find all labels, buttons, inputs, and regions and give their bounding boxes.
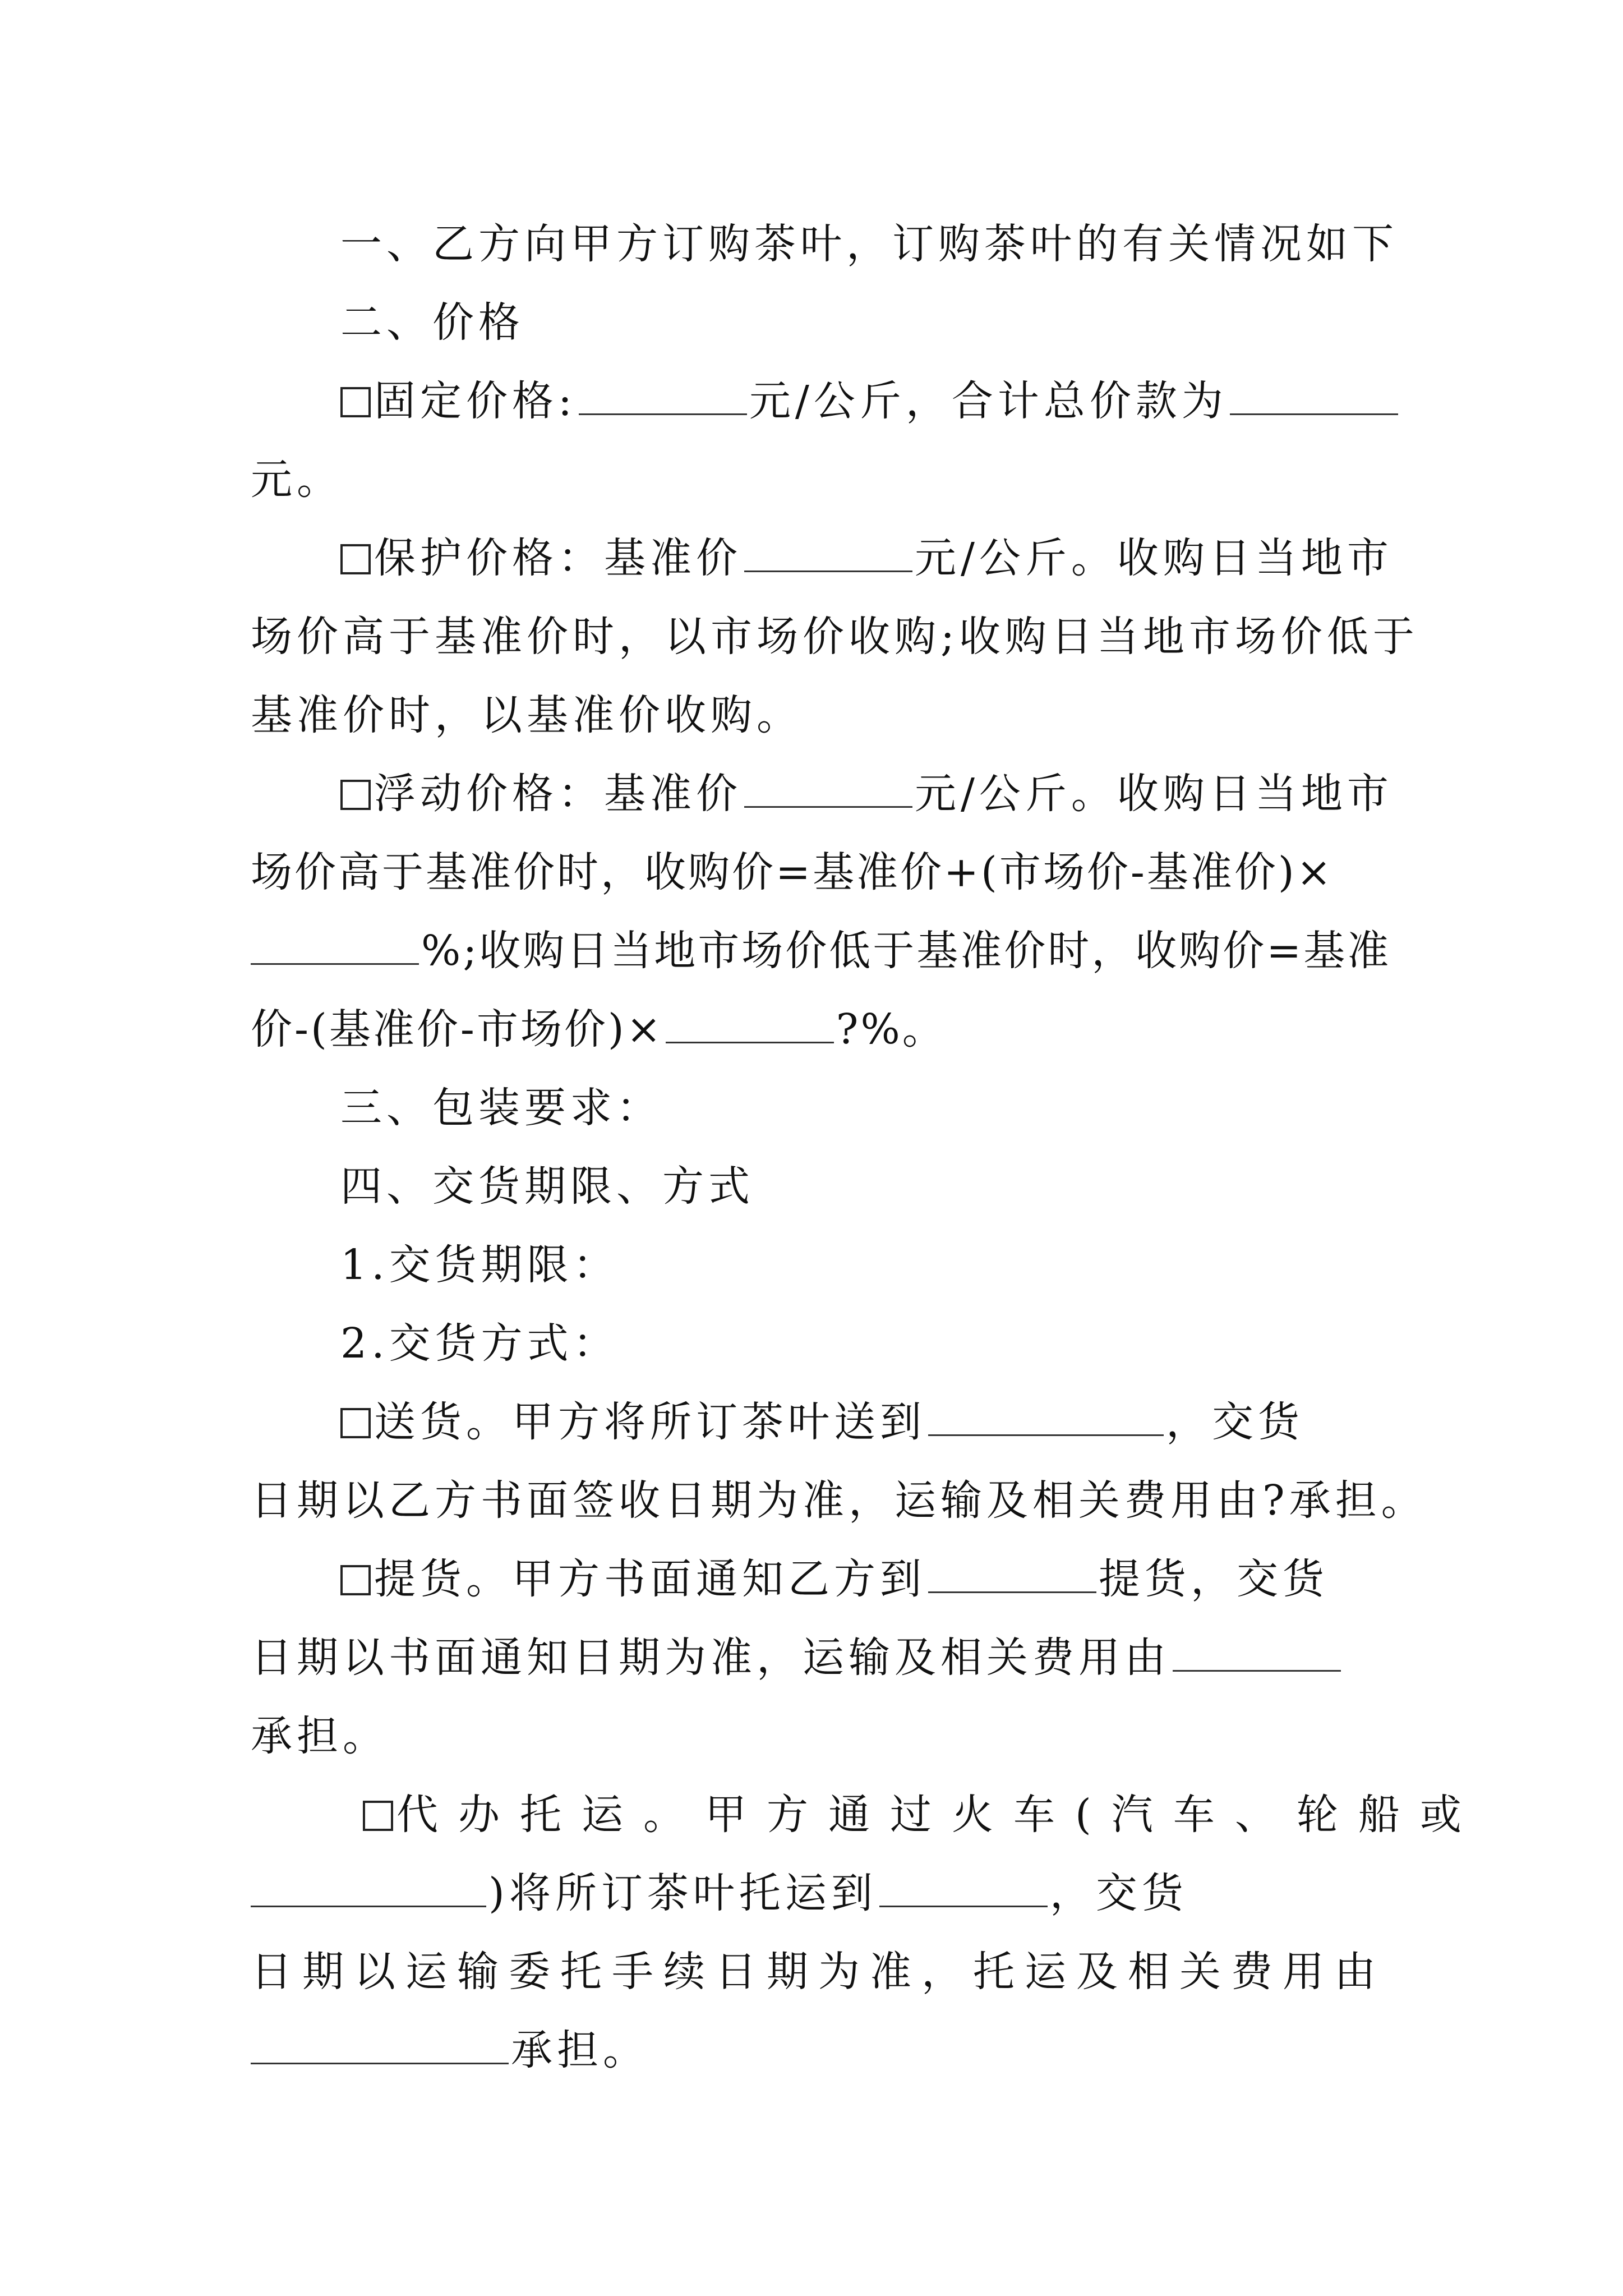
fixed-price-checkbox[interactable] <box>340 387 371 417</box>
send-goods-line-2 <box>251 1473 1427 1529</box>
float-price-line-2 <box>251 844 1378 900</box>
protect-price-label: 保护价格：基准价 <box>374 534 742 582</box>
pickup-text: 提货。甲方书面通知乙方到 <box>374 1555 926 1603</box>
delivery-period-text: 1.交货期限： <box>340 1241 619 1289</box>
send-goods-line <box>340 1394 1378 1450</box>
section-3-text: 三、包装要求： <box>340 1084 662 1132</box>
pickup-text-2: 提货，交货 <box>1099 1555 1329 1603</box>
consign-line-4 <box>251 2022 1378 2078</box>
delivery-method-line <box>340 1315 1378 1372</box>
float-price-line-3 <box>251 923 1391 979</box>
send-goods-text-3: 日期以乙方书面签收日期为准，运输及相关费用由?承担。 <box>251 1476 1427 1525</box>
consign-checkbox[interactable] <box>363 1801 393 1831</box>
pickup-line <box>340 1551 1378 1607</box>
fixed-price-yuan: 元。 <box>251 455 343 504</box>
protect-price-text-2: 场价高于基准价时，以市场价收购;收购日当地市场价低于 <box>251 613 1419 661</box>
pickup-place-blank[interactable] <box>928 1557 1096 1593</box>
section-4-text: 四、交货期限、方式 <box>340 1162 754 1211</box>
send-goods-checkbox[interactable] <box>340 1408 371 1438</box>
float-price-pct-blank-2[interactable] <box>666 1007 834 1043</box>
float-price-text: 元/公斤。收购日当地市 <box>915 770 1393 818</box>
pickup-line-2 <box>251 1630 1378 1686</box>
float-price-line-4 <box>251 1001 1378 1057</box>
send-goods-text-2: ，交货 <box>1166 1398 1304 1446</box>
consign-line-3 <box>251 1944 1386 2000</box>
pickup-cost-blank[interactable] <box>1173 1635 1341 1672</box>
protect-price-line-2 <box>251 609 1419 665</box>
section-3-heading <box>340 1080 1378 1136</box>
consign-line-2 <box>251 1865 1378 1921</box>
float-price-base-blank[interactable] <box>744 771 912 808</box>
protect-price-line-3 <box>251 687 1378 743</box>
fixed-price-label: 固定价格: <box>374 377 577 425</box>
consign-text-2: )将所订茶叶托运到 <box>488 1869 877 1917</box>
float-price-label: 浮动价格：基准价 <box>374 770 742 818</box>
protect-price-checkbox[interactable] <box>340 544 371 574</box>
consign-text: 代办托运。甲方通过火车(汽车、轮船或 <box>396 1791 1482 1839</box>
section-1-text: 一、乙方向甲方订购茶叶，订购茶叶的有关情况如下 <box>340 220 1398 268</box>
send-goods-place-blank[interactable] <box>928 1400 1164 1436</box>
send-goods-text: 送货。甲方将所订茶叶送到 <box>374 1398 926 1446</box>
fixed-price-total-blank[interactable] <box>1230 379 1398 415</box>
float-price-pct-blank-1[interactable] <box>251 928 419 965</box>
float-price-text-4: 价-(基准价-市场价)× <box>251 1005 663 1053</box>
consign-text-4: 日期以运输委托手续日期为准，托运及相关费用由 <box>251 1948 1386 1996</box>
pickup-line-3 <box>251 1708 1378 1764</box>
section-4-heading <box>340 1158 1378 1214</box>
fixed-price-line <box>340 373 1378 429</box>
fixed-price-unit-blank[interactable] <box>579 379 747 415</box>
protect-price-text: 元/公斤。收购日当地市 <box>915 534 1393 582</box>
protect-price-line <box>340 530 1393 586</box>
float-price-text-2: 场价高于基准价时，收购价=基准价+(市场价-基准价)× <box>251 848 1334 896</box>
section-2-text: 二、价格 <box>340 298 524 347</box>
consign-text-3: ，交货 <box>1049 1869 1188 1917</box>
pickup-checkbox[interactable] <box>340 1565 371 1595</box>
fixed-price-unit-text: 元/公斤，合计总价款为 <box>749 377 1228 425</box>
float-price-pct-text: ?%。 <box>836 1005 946 1053</box>
fixed-price-continuation <box>251 452 1378 508</box>
delivery-period-line <box>340 1237 1378 1293</box>
consign-text-5: 承担。 <box>511 2026 649 2074</box>
float-price-text-3: %;收购日当地市场价低于基准价时，收购价=基准 <box>421 927 1391 975</box>
delivery-method-text: 2.交货方式： <box>340 1319 619 1368</box>
section-2-heading <box>340 295 1378 351</box>
pickup-text-3: 日期以书面通知日期为准，运输及相关费用由 <box>251 1634 1170 1682</box>
protect-price-text-3: 基准价时，以基准价收购。 <box>251 691 803 739</box>
consign-transport-blank[interactable] <box>251 1871 486 1907</box>
consign-place-blank[interactable] <box>879 1871 1048 1907</box>
section-1-heading <box>340 216 1398 272</box>
protect-price-base-blank[interactable] <box>744 536 912 572</box>
consign-line <box>363 1787 1482 1843</box>
float-price-checkbox[interactable] <box>340 780 371 810</box>
pickup-text-4: 承担。 <box>251 1712 389 1760</box>
float-price-line <box>340 766 1393 822</box>
consign-cost-blank[interactable] <box>251 2028 509 2064</box>
